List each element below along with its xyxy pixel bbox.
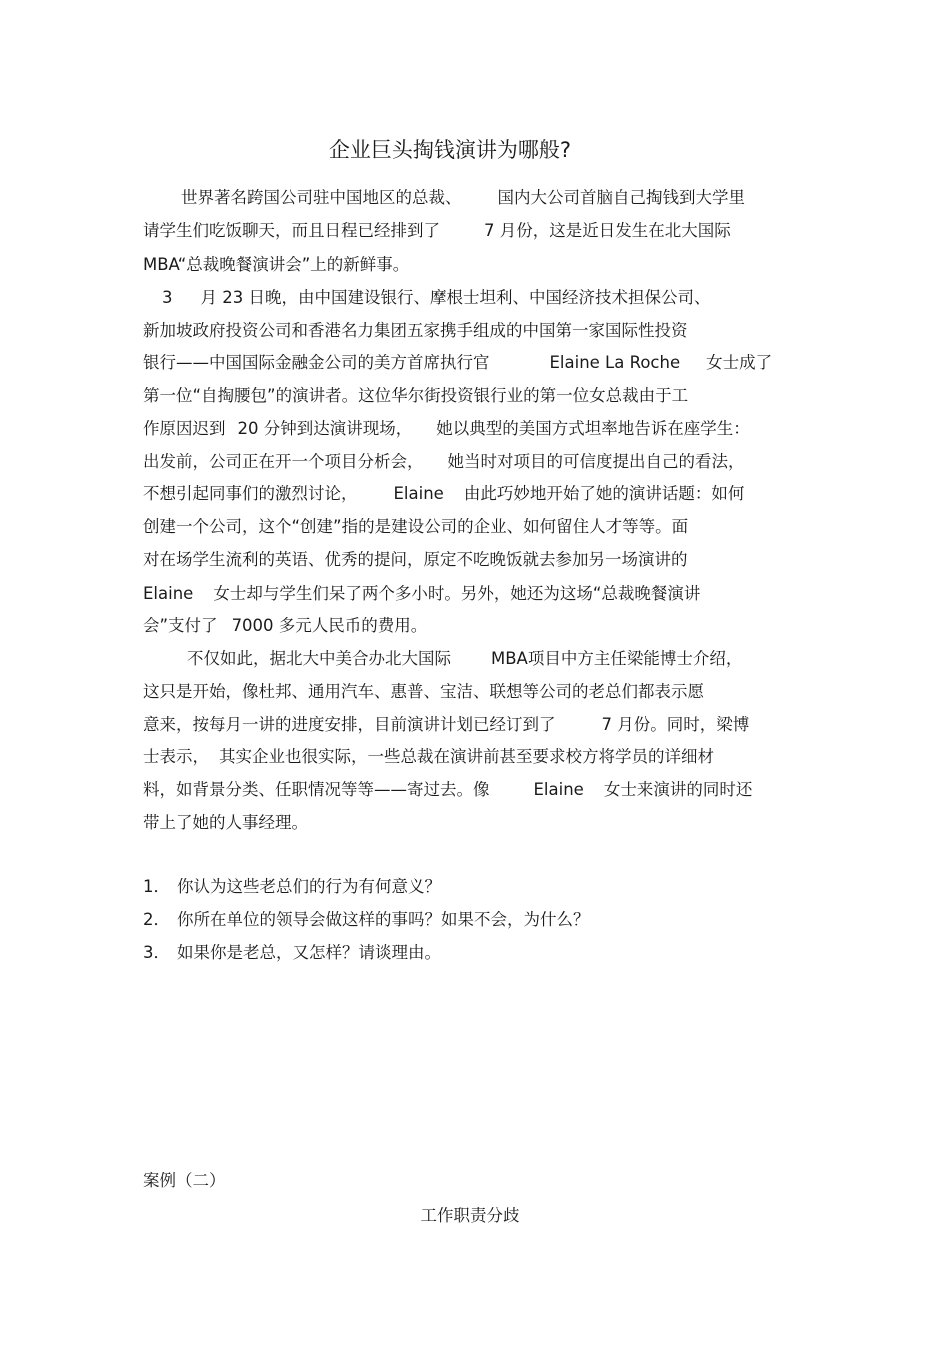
text-segment: 士表示， [143, 747, 209, 766]
question-text: 如果你是老总，又怎样？请谈理由。 [177, 943, 441, 962]
paragraph-1-line-2 [143, 220, 731, 242]
text-segment: 会”支付了 [143, 616, 218, 635]
text-segment: 出发前，公司正在开一个项目分析会， [143, 452, 424, 471]
text-segment: 意来，按每月一讲的进度安排，目前演讲计划已经订到了 [143, 715, 556, 734]
text-segment: 由此巧妙地开始了她的演讲话题：如何 [463, 484, 745, 503]
text-segment: 女士成了 [706, 353, 773, 372]
paragraph-2-line-5 [143, 418, 750, 440]
paragraph-3-line-4 [143, 746, 714, 768]
text-segment: 女士来演讲的同时还 [603, 780, 753, 799]
text-segment: 7 月份。同时，梁博 [601, 715, 750, 734]
paragraph-3-line-3 [143, 714, 749, 736]
question-item [143, 942, 441, 964]
text-segment: Elaine La Roche [549, 353, 681, 372]
text-segment: Elaine [393, 484, 444, 503]
text-segment: Elaine [533, 780, 584, 799]
paragraph-2-line-10 [143, 583, 700, 605]
case-2-label: 案例（二） [143, 1171, 226, 1190]
text-segment: 她以典型的美国方式坦率地告诉在座学生： [436, 419, 750, 438]
text-segment: MBA项目中方主任梁能博士介绍， [491, 649, 743, 668]
question-text: 你认为这些老总们的行为有何意义？ [177, 877, 441, 896]
text-segment: 7 月份，这是近日发生在北大国际 [484, 221, 731, 240]
case-2-title: 工作职责分歧 [420, 1206, 520, 1225]
paragraph-3-line-1 [187, 648, 742, 670]
paragraph-2-line-11 [143, 615, 427, 637]
text-segment: 国内大公司首脑自己掏钱到大学里 [497, 188, 745, 207]
text-segment: 女士却与学生们呆了两个多小时。另外，她还为这场“总裁晚餐演讲 [213, 584, 701, 603]
paragraph-3-line-2: 这只是开始，像杜邦、通用汽车、惠普、宝洁、联想等公司的老总们都表示愿 [143, 682, 704, 701]
question-item [143, 909, 590, 931]
paragraph-1-line-3: MBA“总裁晚餐演讲会”上的新鲜事。 [143, 255, 410, 274]
text-segment: 她当时对项目的可信度提出自己的看法， [447, 452, 745, 471]
question-number: 2． [143, 910, 170, 929]
paragraph-2-line-4: 第一位“自掏腰包”的演讲者。这位华尔街投资银行业的第一位女总裁由于工 [143, 386, 689, 405]
paragraph-2-line-2: 新加坡政府投资公司和香港名力集团五家携手组成的中国第一家国际性投资 [143, 321, 688, 340]
paragraph-2-line-6 [143, 451, 745, 473]
paragraph-2-line-3 [143, 352, 772, 374]
text-segment: 不想引起同事们的激烈讨论， [143, 484, 358, 503]
article-title: 企业巨头掏钱演讲为哪般? [328, 138, 572, 162]
paragraph-1-line-1 [181, 187, 745, 209]
text-segment: 请学生们吃饭聊天，而且日程已经排到了 [143, 221, 440, 240]
question-number: 1． [143, 877, 170, 896]
paragraph-3-line-6: 带上了她的人事经理。 [143, 813, 308, 832]
text-segment: 作原因迟到 [143, 419, 226, 438]
question-text: 你所在单位的领导会做这样的事吗？如果不会，为什么？ [177, 910, 590, 929]
paragraph-2-line-1 [162, 287, 711, 309]
paragraph-2-line-8: 创建一个公司，这个“创建”指的是建设公司的企业、如何留住人才等等。面 [143, 517, 689, 536]
question-item [143, 876, 441, 898]
paragraph-2-line-9: 对在场学生流利的英语、优秀的提问，原定不吃晚饭就去参加另一场演讲的 [143, 550, 688, 569]
text-segment: 不仅如此，据北大中美合办北大国际 [187, 649, 451, 668]
question-number: 3． [143, 943, 170, 962]
text-segment: 世界著名跨国公司驻中国地区的总裁、 [181, 188, 462, 207]
text-segment: 银行——中国国际金融金公司的美方首席执行官 [143, 353, 490, 372]
text-segment: 7000 多元人民币的费用。 [231, 616, 428, 635]
text-segment: Elaine [143, 584, 194, 603]
paragraph-3-line-5 [143, 779, 752, 801]
text-segment: 3 [162, 288, 173, 307]
text-segment: 其实企业也很实际，一些总裁在演讲前甚至要求校方将学员的详细材 [219, 747, 714, 766]
text-segment: 20 分钟到达演讲现场， [237, 419, 413, 438]
paragraph-2-line-7 [143, 483, 744, 505]
text-segment: 月 23 日晚，由中国建设银行、摩根士坦利、中国经济技术担保公司、 [200, 288, 711, 307]
text-segment: 料，如背景分类、任职情况等等——寄过去。像 [143, 780, 490, 799]
